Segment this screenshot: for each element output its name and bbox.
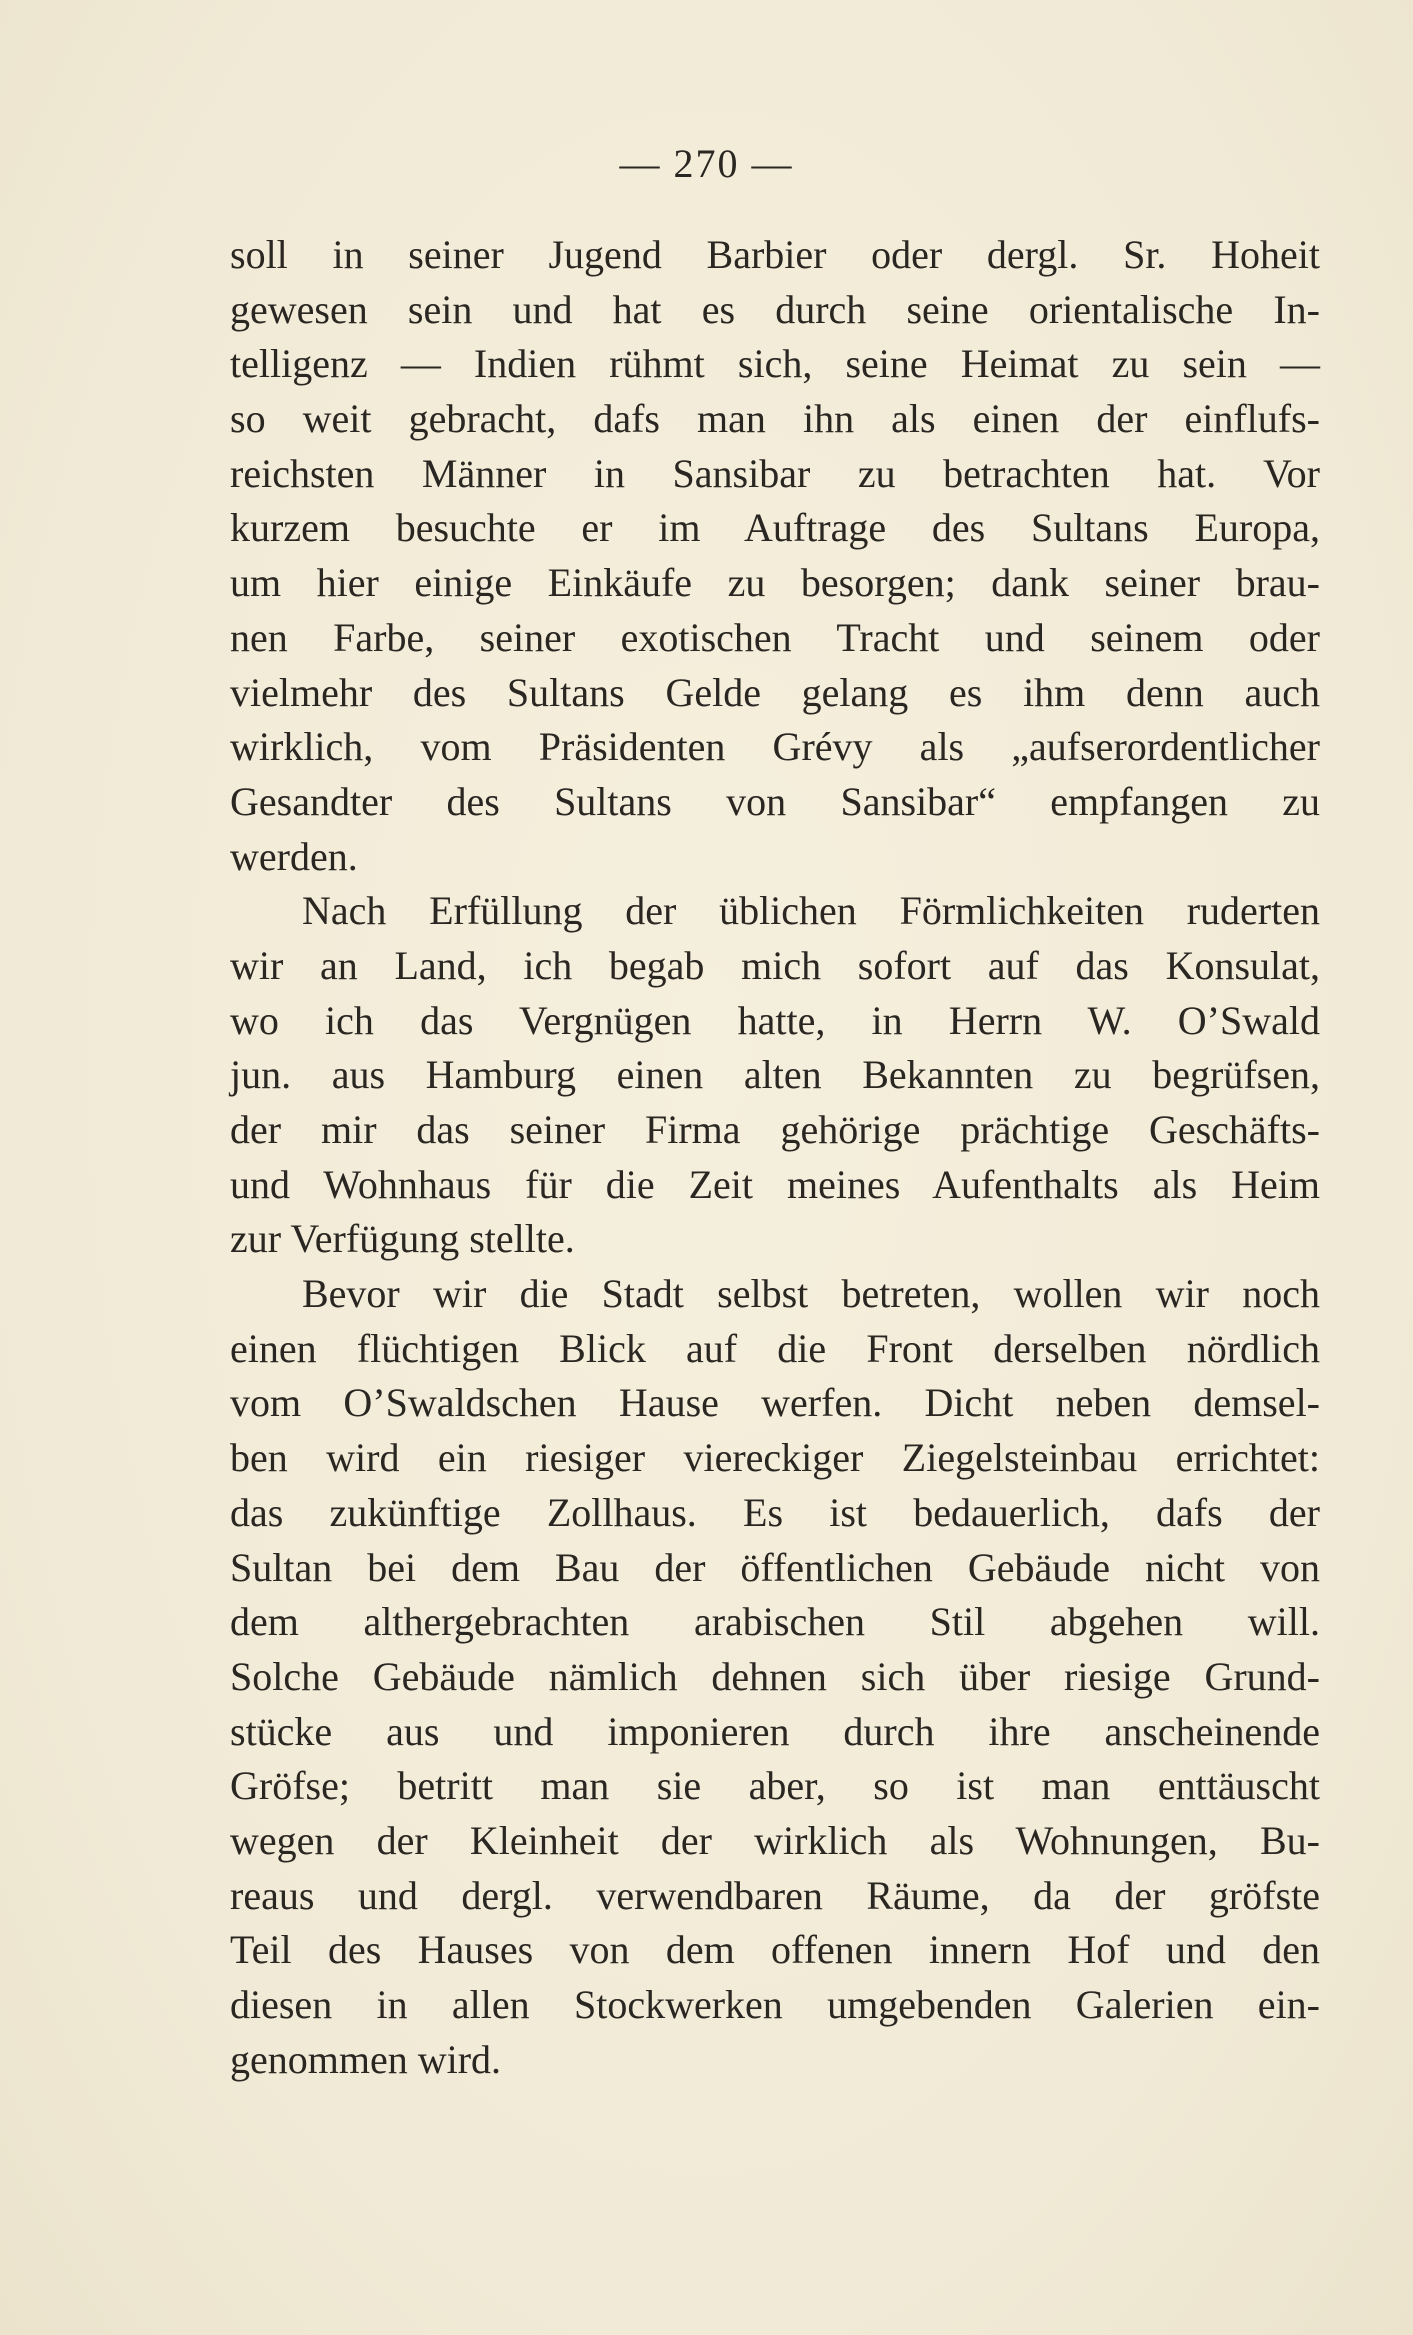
text-line: und Wohnhaus für die Zeit meines Aufenthalts als Heim [230,1161,1320,1207]
paragraph-start-line: Nach Erfüllung der üblichen Förmlichkeiten ruderten [302,888,1320,934]
text-line: vom O’Swaldschen Hause werfen. Dicht neben demsel- [230,1380,1320,1426]
page-number: — 270 — [619,141,794,186]
text-line: wirklich, vom Präsidenten Grévy als „aufserordentlicher [230,724,1320,770]
paragraph-end-line: genommen wird. [230,2036,502,2082]
text-line: um hier einige Einkäufe zu besorgen; dank seiner brau- [230,560,1320,606]
text-line: soll in seiner Jugend Barbier oder dergl. Sr. Hoheit [230,232,1320,277]
text-line: stücke aus und imponieren durch ihre anscheinende [230,1708,1320,1754]
paragraph-end-line: werden. [230,833,358,879]
text-line: so weit gebracht, dafs man ihn als einen der einflufs- [230,396,1320,442]
text-line: einen flüchtigen Blick auf die Front derselben nördlich [230,1325,1320,1371]
text-line: diesen in allen Stockwerken umgebenden Galerien ein- [230,1982,1320,2027]
text-line: wegen der Kleinheit der wirklich als Wohnungen, Bu- [230,1817,1320,1863]
text-line: Gröfse; betritt man sie aber, so ist man enttäuscht [230,1763,1320,1809]
text-line: der mir das seiner Firma gehörige prächtige Geschäfts- [230,1107,1320,1152]
body-text [230,228,1320,2087]
paragraph-end-line: zur Verfügung stellte. [230,1216,575,1262]
text-line: ben wird ein riesiger viereckiger Ziegelsteinbau errichtet: [230,1435,1320,1481]
text-line: Gesandter des Sultans von Sansibar“ empfangen zu [230,778,1320,824]
text-line: reichsten Männer in Sansibar zu betrachten hat. Vor [230,450,1320,496]
text-line: wir an Land, ich begab mich sofort auf das Konsulat, [230,942,1320,988]
paragraph-start-line: Bevor wir die Stadt selbst betreten, wollen wir noch [302,1271,1320,1317]
text-line: Teil des Hauses von dem offenen innern Hof und den [230,1927,1320,1973]
text-line: gewesen sein und hat es durch seine orientalische In- [230,286,1320,332]
text-line: kurzem besuchte er im Auftrage des Sultans Europa, [230,505,1320,551]
text-line: das zukünftige Zollhaus. Es ist bedauerlich, dafs der [230,1489,1320,1535]
text-line: jun. aus Hamburg einen alten Bekannten zu begrüfsen, [230,1052,1320,1098]
text-line: Solche Gebäude nämlich dehnen sich über riesige Grund- [230,1653,1320,1699]
text-line: telligenz — Indien rühmt sich, seine Heimat zu sein — [230,341,1320,387]
text-line: vielmehr des Sultans Gelde gelang es ihm denn auch [230,669,1320,715]
text-line: dem althergebrachten arabischen Stil abgehen will. [230,1599,1320,1645]
text-line: Sultan bei dem Bau der öffentlichen Gebäude nicht von [230,1544,1320,1590]
text-line: wo ich das Vergnügen hatte, in Herrn W. O’Swald [230,997,1320,1043]
text-line: nen Farbe, seiner exotischen Tracht und seinem oder [230,614,1320,660]
text-line: reaus und dergl. verwendbaren Räume, da der gröfste [230,1872,1320,1918]
